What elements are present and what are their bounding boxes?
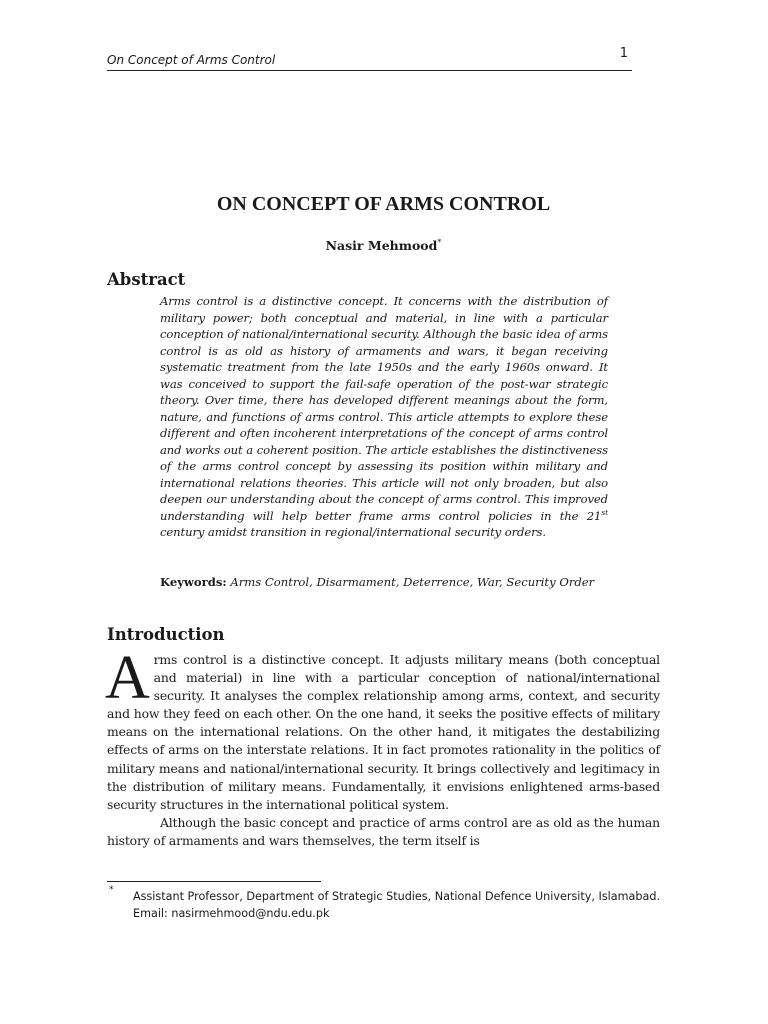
running-header <box>107 46 632 71</box>
footnote-divider <box>107 881 321 882</box>
introduction-paragraph-1 <box>105 644 660 814</box>
abstract-heading: Abstract <box>107 270 186 289</box>
abstract-text <box>160 293 608 541</box>
footnote-text: Assistant Professor, Department of Strategic Studies, National Defence University, Islamabad. Email: nasirmehmood@ndu.edu.pk <box>133 890 660 920</box>
introduction-body <box>105 644 660 850</box>
author-line <box>107 235 660 254</box>
keywords-list: Arms Control, Disarmament, Deterrence, War, Security Order <box>226 575 595 589</box>
drop-cap: A <box>105 644 150 712</box>
abstract-text-main: Arms control is a distinctive concept. It concerns with the distribution of military power; both conceptual and material, in line with a particular conception of national/international security. Although the basic idea of arms control is as old as history of armaments and wars, it began receiving systematic treatment from the late 1950s and the early 1960s onward. It was conceived to support the fail-safe operation of the post-war strategic theory. Over time, there has developed different meanings about the form, nature, and functions of arms control. This article attempts to explore these different and often incoherent interpretations of the concept of arms control and works out a coherent position. The article establishes the distinctiveness of the arms control concept by assessing its position within military and international relations theories. This article will not only broaden, but also deepen our understanding about the concept of arms control. This improved understanding will help better frame arms control policies in the 21 <box>160 294 608 523</box>
introduction-paragraph-1-text: rms control is a distinctive concept. It adjusts military means (both conceptual and material) in line with a particular conception of national/international security. It analyses the complex relationship among arms, context, and security and how they feed on each other. On the one hand, it seeks the positive effects of military means on the international relations. On the other hand, it mitigates the destabilizing effects of arms on the interstate relations. It in fact promotes rationality in the politics of military means and national/international security. It brings collectively and legitimacy in the distribution of military means. Fundamentally, it envisions enlightened arms-based security structures in the international political system. <box>107 652 660 812</box>
abstract-ordinal-suffix: st <box>601 507 608 517</box>
article-title: ON CONCEPT OF ARMS CONTROL <box>216 193 551 215</box>
keywords <box>160 574 608 591</box>
author-note-mark: * <box>437 238 442 247</box>
abstract-text-end: century amidst transition in regional/international security orders. <box>160 525 546 539</box>
introduction-paragraph-2: Although the basic concept and practice of arms control are as old as the human history of armaments and wars themselves, the term itself is <box>107 814 660 848</box>
running-header-title: On Concept of Arms Control <box>107 53 276 67</box>
author-name: Nasir Mehmood <box>325 238 438 254</box>
page-number: 1 <box>619 46 628 61</box>
footnote-mark: * <box>109 885 114 895</box>
introduction-heading: Introduction <box>107 625 225 644</box>
keywords-label: Keywords: <box>160 575 227 589</box>
